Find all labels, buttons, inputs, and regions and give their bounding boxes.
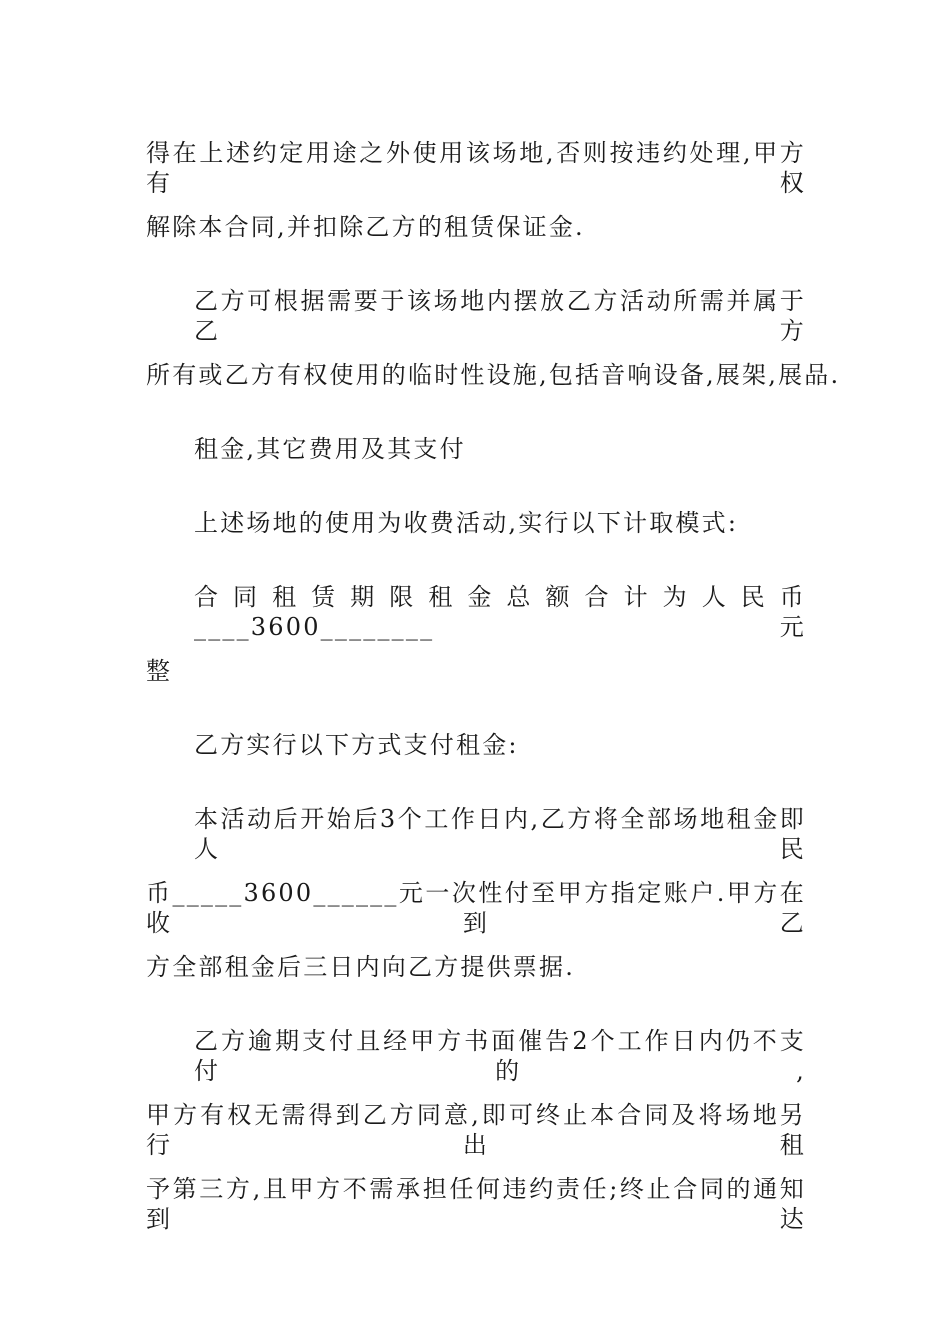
paragraph-line: 合同租赁期限租金总额合计为人民币____3600________元 <box>194 583 806 641</box>
paragraph-line: 所有或乙方有权使用的临时性设施,包括音响设备,展架,展品. <box>146 361 841 389</box>
paragraph-line: 整 <box>146 657 173 685</box>
paragraph-line: 方全部租金后三日内向乙方提供票据. <box>146 953 576 981</box>
paragraph-line: 乙方逾期支付且经甲方书面催告2个工作日内仍不支付的, <box>194 1027 806 1085</box>
paragraph-line: 上述场地的使用为收费活动,实行以下计取模式: <box>194 509 739 537</box>
paragraph-line: 得在上述约定用途之外使用该场地,否则按违约处理,甲方有权 <box>146 139 806 197</box>
paragraph-line: 解除本合同,并扣除乙方的租赁保证金. <box>146 213 585 241</box>
section-heading: 租金,其它费用及其支付 <box>194 435 466 463</box>
paragraph-line: 币_____3600______元一次性付至甲方指定账户.甲方在收到乙 <box>146 879 806 937</box>
paragraph-line: 予第三方,且甲方不需承担任何违约责任;终止合同的通知到达 <box>146 1175 806 1233</box>
paragraph-line: 甲方有权无需得到乙方同意,即可终止本合同及将场地另行出租 <box>146 1101 806 1159</box>
paragraph-line: 本活动后开始后3个工作日内,乙方将全部场地租金即人民 <box>194 805 806 863</box>
paragraph-line: 乙方可根据需要于该场地内摆放乙方活动所需并属于乙方 <box>194 287 806 345</box>
paragraph-line: 乙方实行以下方式支付租金: <box>194 731 519 759</box>
